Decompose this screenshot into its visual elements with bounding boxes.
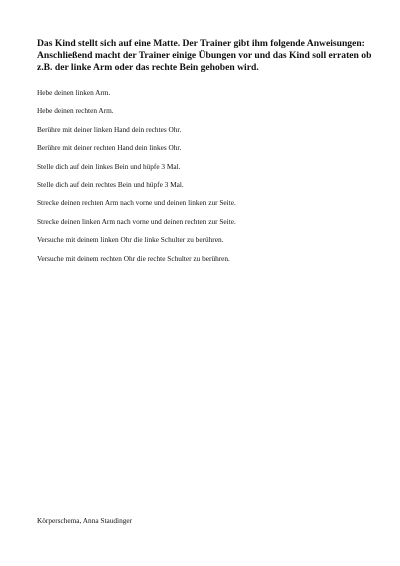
- instruction-item: Hebe deinen linken Arm.: [37, 88, 111, 97]
- instruction-item: Versuche mit deinem rechten Ohr die rechte Schulter zu berühren.: [37, 253, 230, 263]
- instruction-item: Berühre mit deiner linken Hand dein rechtes Ohr.: [37, 124, 182, 134]
- instruction-item: Strecke deinen rechten Arm nach vorne und deinen linken zur Seite.: [37, 198, 236, 208]
- instruction-item: Stelle dich auf dein rechtes Bein und hüpfe 3 Mal.: [37, 179, 184, 189]
- instruction-item: Strecke deinen linken Arm nach vorne und deinen rechten zur Seite.: [37, 216, 236, 226]
- instruction-item: Versuche mit deinem linken Ohr die linke Schulter zu berühren.: [37, 235, 224, 245]
- instruction-item: Stelle dich auf dein linkes Bein und hüpfe 3 Mal.: [37, 161, 181, 171]
- instruction-item: Hebe deinen rechten Arm.: [37, 106, 114, 116]
- instruction-list: [37, 88, 377, 272]
- instruction-item: Berühre mit deiner rechten Hand dein linkes Ohr.: [37, 143, 182, 153]
- page-footer: Körperschema, Anna Staudinger: [37, 516, 133, 525]
- intro-paragraph: Das Kind stellt sich auf eine Matte. Der Trainer gibt ihm folgende Anweisungen: Anschließend macht der Trainer einige Übungen vor und das Kind soll erraten ob z.B. der linke Arm oder das rechte Bein gehoben wird.: [37, 38, 372, 73]
